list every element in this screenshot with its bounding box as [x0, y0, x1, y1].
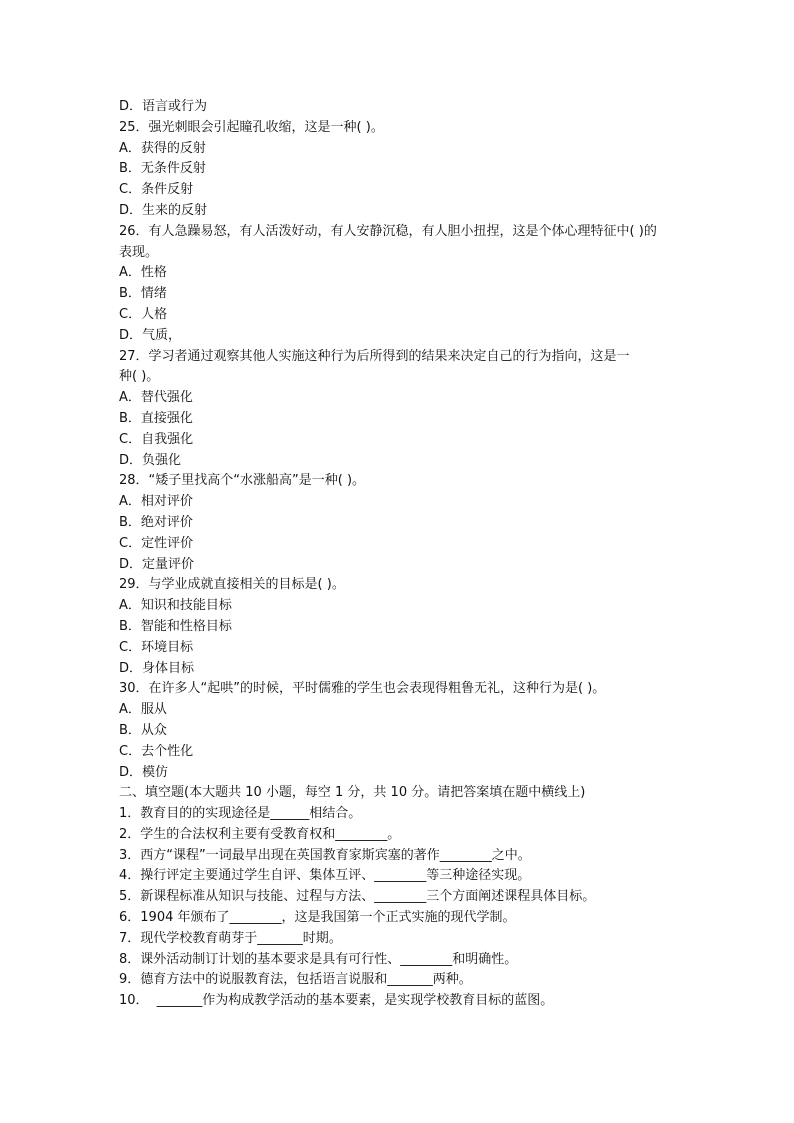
question-28: 28．“矮子里找高个“水涨船高”是一种( )。: [119, 473, 366, 489]
option-line: A．知识和技能目标: [119, 598, 232, 614]
option-line: A．替代强化: [119, 390, 193, 406]
fill-blank-item: 4．操行评定主要通过学生自评、集体互评、________等三种途径实现。: [119, 868, 531, 884]
option-line: B．智能和性格目标: [119, 618, 232, 634]
question-26: 26．有人急躁易怒，有人活泼好动，有人安静沉稳，有人胆小扭捏，这是个体心理特征中( )的: [119, 223, 657, 239]
option-line: B．绝对评价: [119, 514, 193, 530]
option-line: C．人格: [119, 306, 168, 322]
option-line: A．获得的反射: [119, 140, 206, 156]
fill-blank-item: 10． _______作为构成教学活动的基本要素，是实现学校教育目标的蓝图。: [119, 993, 554, 1009]
option-line: C．环境目标: [119, 639, 194, 655]
text-line: 表现。: [119, 244, 159, 260]
option-line: D．模仿: [119, 764, 169, 780]
fill-blank-item: 3．西方“课程”一词最早出现在英国教育家斯宾塞的著作________之中。: [119, 847, 531, 863]
question-30: 30．在许多人“起哄”的时候，平时儒雅的学生也会表现得粗鲁无礼，这种行为是( )。: [119, 681, 606, 697]
option-line: A．服从: [119, 702, 167, 718]
document-body: [119, 97, 719, 1012]
question-29: 29．与学业成就直接相关的目标是( )。: [119, 577, 345, 593]
option-line: B．无条件反射: [119, 161, 206, 177]
question-27: 27．学习者通过观察其他人实施这种行为后所得到的结果来决定自己的行为指向，这是一: [119, 348, 630, 364]
option-line: D．气质，: [119, 327, 182, 343]
fill-blank-item: 9．德育方法中的说服教育法，包括语言说服和_______两种。: [119, 972, 472, 988]
question-25: 25．强光刺眼会引起瞳孔收缩，这是一种( )。: [119, 119, 384, 135]
fill-blank-item: 7．现代学校教育萌芽于_______时期。: [119, 930, 342, 946]
option-line: D．身体目标: [119, 660, 195, 676]
option-line: A．性格: [119, 265, 167, 281]
option-line: B．直接强化: [119, 410, 193, 426]
text-line: D．语言或行为: [119, 99, 208, 114]
option-line: D．负强化: [119, 452, 182, 468]
section-heading: 二、填空题(本大题共 10 小题，每空 1 分，共 10 分。请把答案填在题中横线上): [119, 785, 586, 801]
fill-blank-item: 2．学生的合法权利主要有受教育权和________。: [119, 826, 401, 842]
option-line: C．定性评价: [119, 535, 194, 551]
fill-blank-item: 6．1904 年颁布了________，这是我国第一个正式实施的现代学制。: [119, 910, 516, 926]
option-line: B．情绪: [119, 286, 167, 302]
option-line: C．去个性化: [119, 743, 194, 759]
fill-blank-item: 8．课外活动制订计划的基本要求是具有可行性、________和明确性。: [119, 951, 518, 967]
option-line: A．相对评价: [119, 494, 193, 510]
option-line: C．条件反射: [119, 182, 194, 198]
fill-blank-item: 1．教育目的的实现途径是______相结合。: [119, 806, 362, 822]
text-line: 种( )。: [119, 369, 160, 385]
option-line: D．定量评价: [119, 556, 195, 572]
option-line: C．自我强化: [119, 431, 194, 447]
option-line: B．从众: [119, 722, 167, 738]
fill-blank-item: 5．新课程标准从知识与技能、过程与方法、________三个方面阐述课程具体目标。: [119, 889, 596, 905]
option-line: D．生来的反射: [119, 202, 208, 218]
